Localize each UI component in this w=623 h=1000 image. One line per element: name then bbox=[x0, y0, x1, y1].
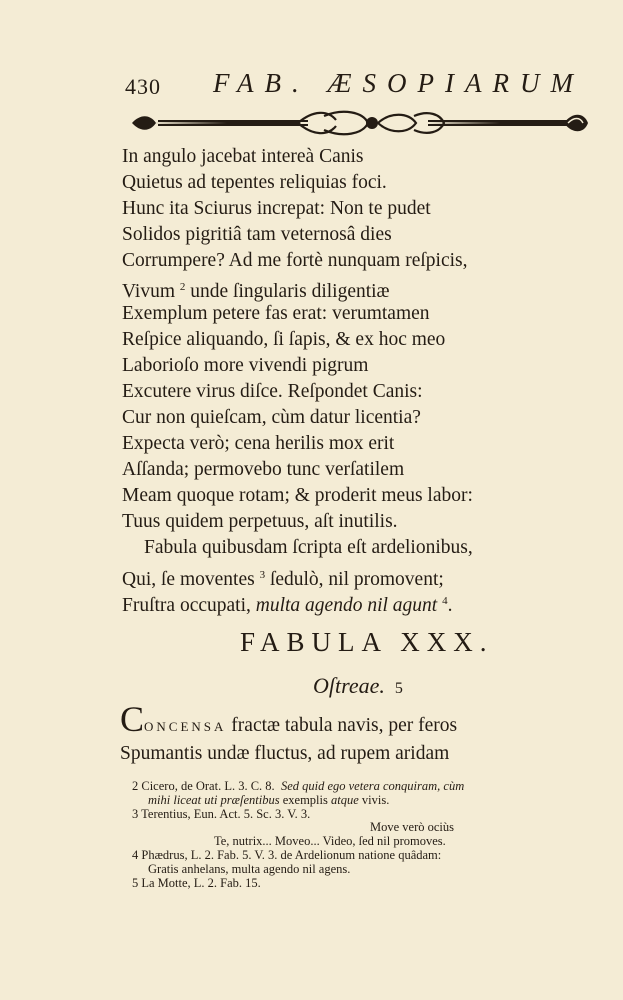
verse-line: Solidos pigritiâ tam veternosâ dies bbox=[122, 224, 392, 246]
verse-line: In angulo jacebat intereà Canis bbox=[122, 146, 364, 167]
footnote-continuation: Te, nutrix... Moveo... Video, ſed nil promoves. bbox=[214, 834, 446, 849]
fable-text bbox=[120, 699, 600, 767]
small-caps: ONCENSA bbox=[144, 719, 227, 734]
footnote-text-italic: atque bbox=[330, 792, 359, 807]
verse-line: Hunc ita Sciurus increpat: Non te pudet bbox=[122, 198, 431, 220]
drop-cap: C bbox=[120, 699, 145, 739]
footnote-continuation: Gratis anhelans, multa agendo nil agens. bbox=[148, 861, 351, 876]
verse-line: Meam quoque rotam; & proderit meus labor: bbox=[122, 485, 473, 507]
verse-line: Corrumpere? Ad me fortè nunquam reſpicis, bbox=[122, 250, 468, 272]
footnote-ref: 2 bbox=[179, 281, 186, 294]
fable-subtitle bbox=[313, 673, 403, 699]
running-title: FAB. ÆSOPIARUM bbox=[213, 68, 584, 98]
page-number: 430 bbox=[125, 74, 161, 99]
footnote-ref: 5 bbox=[394, 680, 403, 697]
footnote-text: 2 Cicero, de Orat. L. 3. C. 8. bbox=[132, 779, 275, 793]
footnotes bbox=[132, 780, 602, 890]
footnote-text-italic: mihi liceat uti præſentibus bbox=[148, 792, 280, 807]
footnote-continuation bbox=[132, 794, 602, 808]
prose-line: Spumantis undæ fluctus, ad rupem aridam bbox=[120, 743, 450, 764]
verse-fragment: unde ſingularis diligentiæ bbox=[190, 281, 390, 303]
footnote: 5 La Motte, L. 2. Fab. 15. bbox=[132, 875, 261, 890]
fable-subtitle-text: Oſtreae. bbox=[313, 673, 385, 698]
verse-fragment: ſedulò, nil promovent; bbox=[269, 568, 444, 590]
verse-line: Quietus ad tepentes reliquias foci. bbox=[122, 172, 387, 194]
footnote-ref: 4 bbox=[442, 594, 448, 607]
verse-line: Laborioſo more vivendi pigrum bbox=[122, 354, 369, 376]
verse-line: Aſſanda; permovebo tunc verſatilem bbox=[122, 459, 405, 481]
footnote-continuation: Move verò ociùs bbox=[370, 820, 455, 835]
verse-line bbox=[122, 274, 602, 303]
verse-fragment-italic: multa agendo nil agunt bbox=[255, 594, 438, 616]
verse-line: Cur non quieſcam, cùm datur licentia? bbox=[122, 406, 421, 428]
footnote: 4 Phædrus, L. 2. Fab. 5. V. 3. de Ardelionum natione quâdam: bbox=[132, 847, 442, 862]
verse-line: Fabula quibusdam ſcripta eſt ardelionibus, bbox=[144, 537, 473, 559]
prose-line bbox=[120, 699, 600, 740]
footnote-ref: 3 bbox=[259, 568, 266, 581]
footnote: 3 Terentius, Eun. Act. 5. Sc. 3. V. 3. bbox=[132, 806, 311, 821]
page-header bbox=[125, 68, 595, 102]
verse-fragment: Fruſtra occupati, bbox=[122, 594, 251, 616]
verse-line: Tuus quidem perpetuus, aſt inutilis. bbox=[122, 511, 398, 533]
prose-fragment: fractæ tabula navis, per feros bbox=[226, 715, 458, 736]
footnote bbox=[132, 780, 602, 794]
ornamental-rule-icon bbox=[128, 108, 590, 138]
footnote-text-italic: Sed quid ego vetera conquiram, cùm bbox=[280, 779, 465, 793]
verse-line bbox=[122, 562, 602, 588]
fable-title: FABULA XXX. bbox=[240, 627, 494, 657]
verse-fragment: Vivum bbox=[122, 281, 175, 303]
verse-line: Expecta verò; cena herilis mox erit bbox=[122, 433, 395, 455]
footnote-text: vivis. bbox=[361, 792, 390, 807]
verse-line: Exemplum petere fas erat: verumtamen bbox=[122, 302, 430, 324]
verse-fragment: Qui, ſe moventes bbox=[122, 568, 255, 590]
verse-line: Excutere virus diſce. Reſpondet Canis: bbox=[122, 380, 423, 402]
verse-text bbox=[122, 144, 602, 614]
verse-line: Fruſtra occupati, multa agendo nil agunt $^4$. bbox=[122, 594, 453, 616]
verse-line: Reſpice aliquando, ſi ſapis, & ex hoc meo bbox=[122, 328, 446, 350]
footnote-text: exemplis bbox=[282, 792, 328, 807]
